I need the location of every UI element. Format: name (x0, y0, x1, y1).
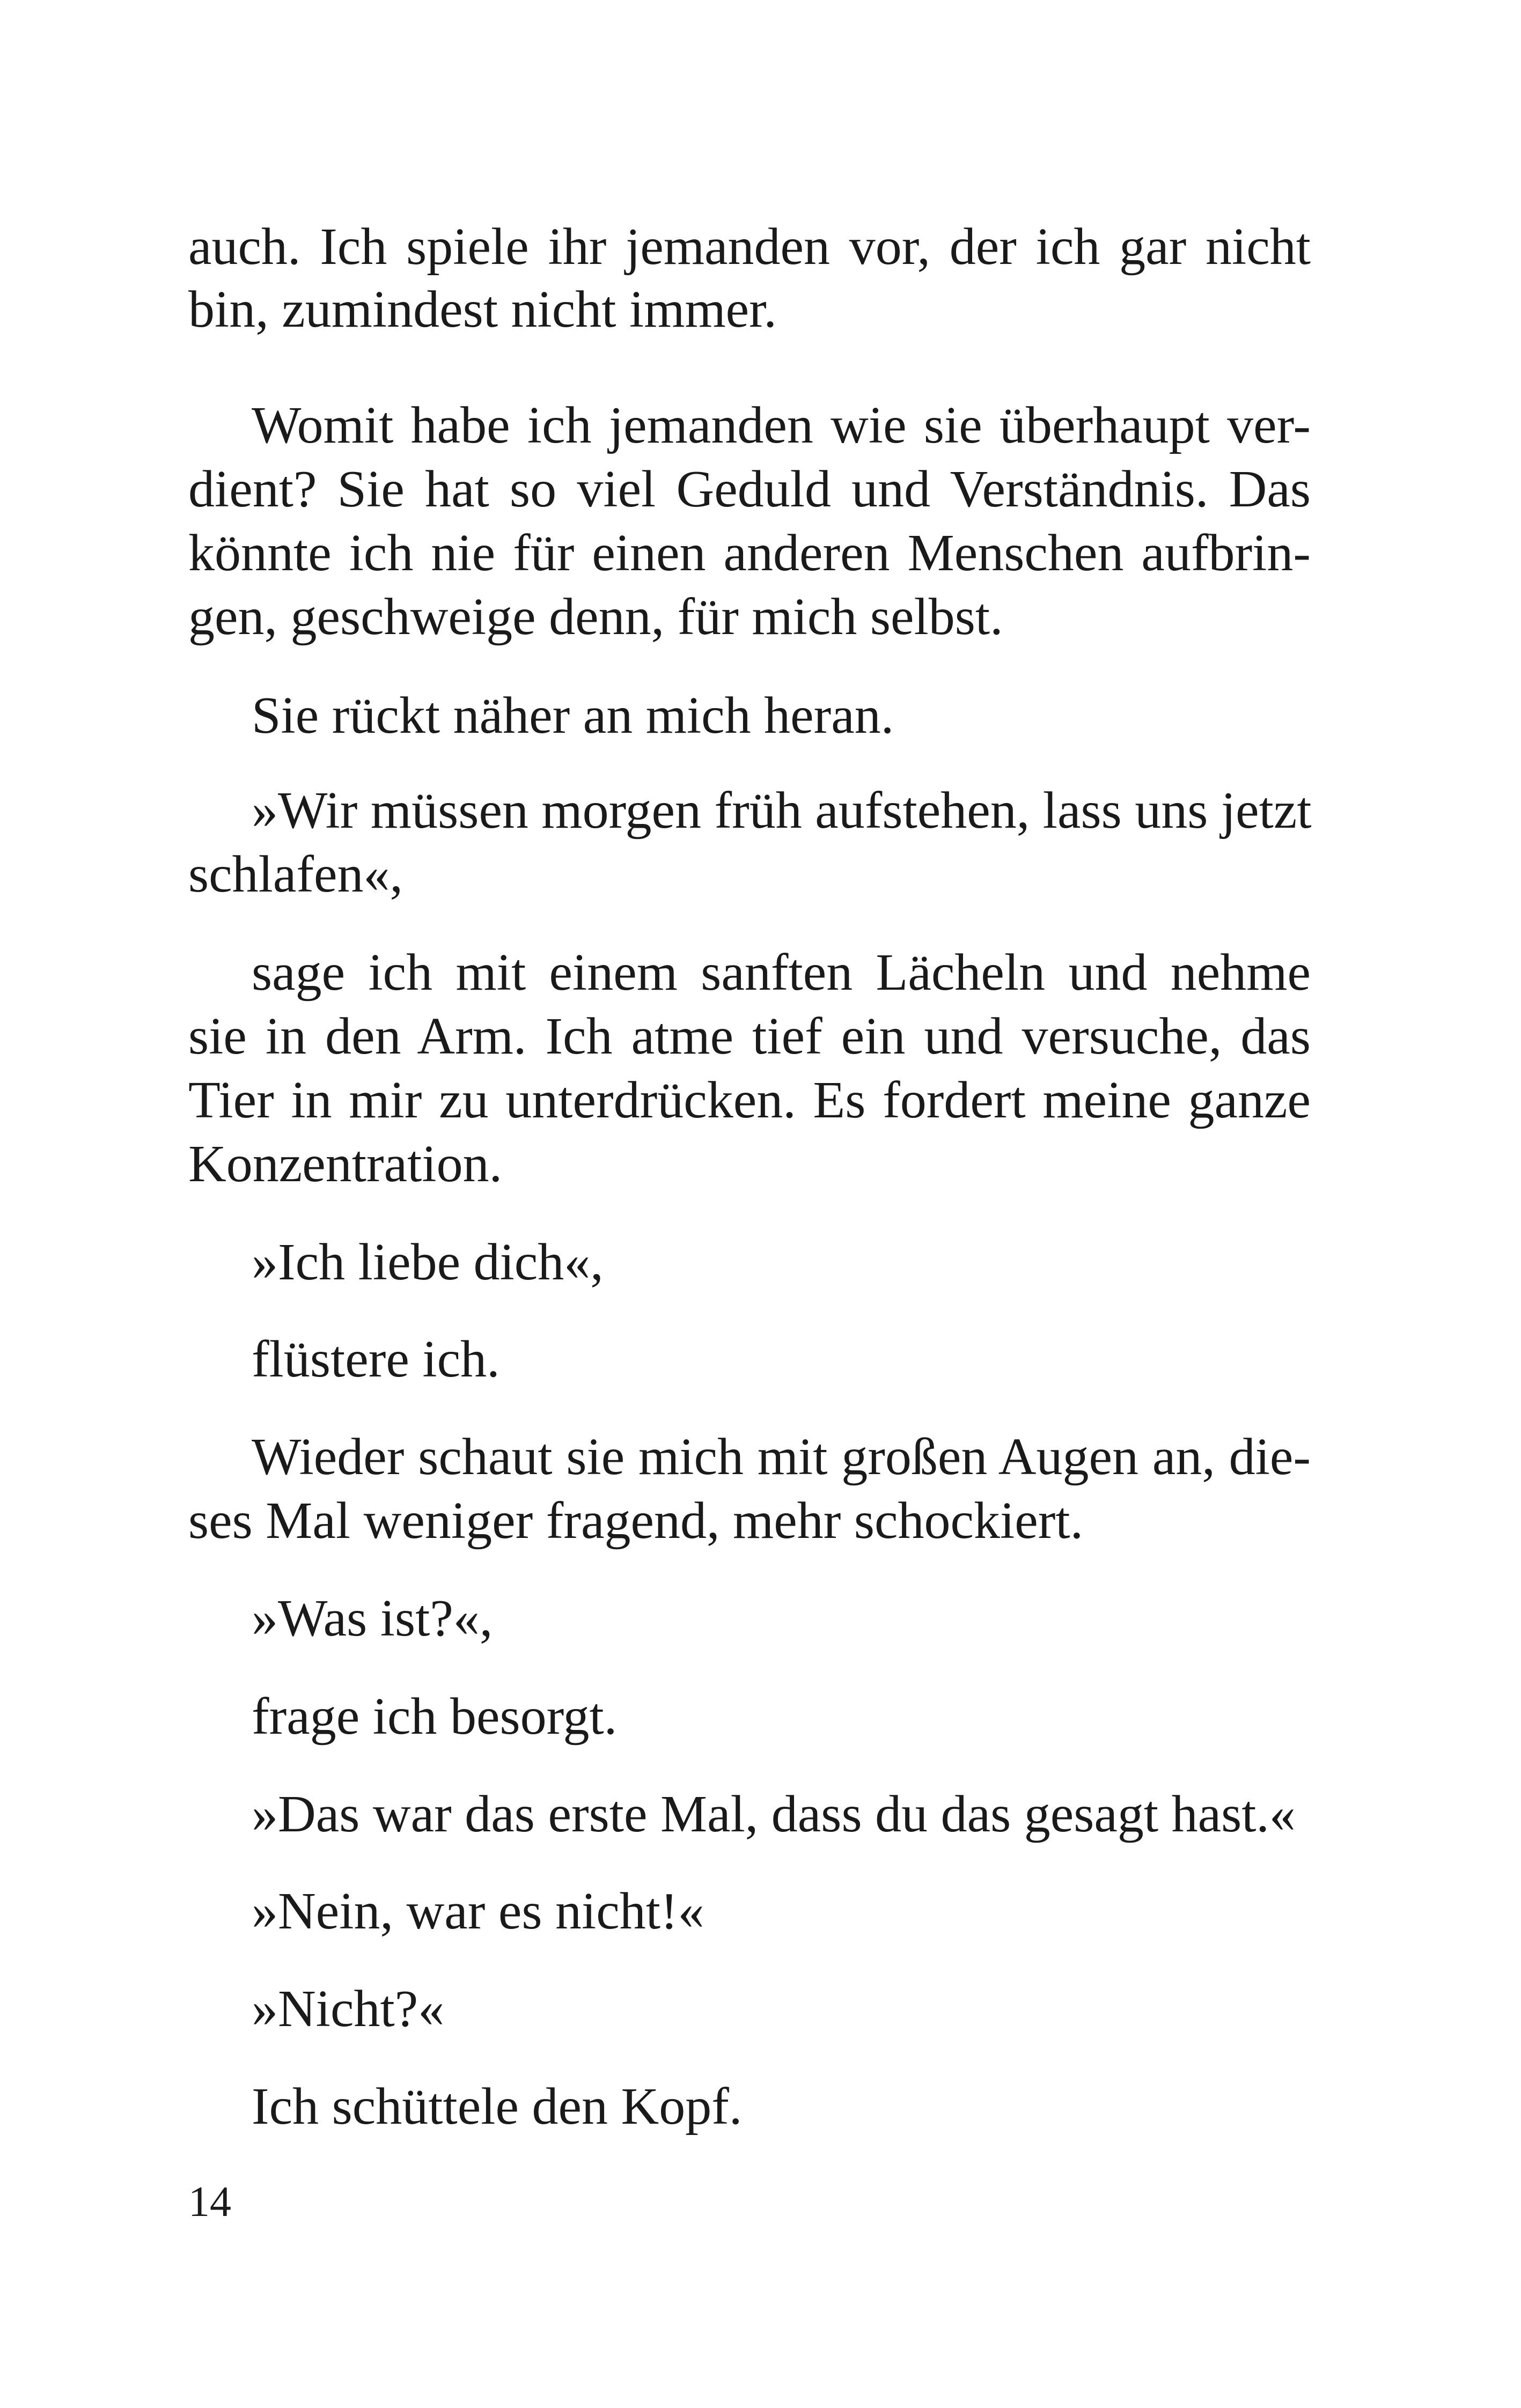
text-line: »Ich liebe dich«, (252, 1233, 604, 1291)
text-line: frage ich besorgt. (252, 1688, 618, 1746)
text-line: Konzentration. (188, 1135, 503, 1193)
text-line: auch. Ich spiele ihr jemanden vor, der ich gar nicht (188, 218, 1311, 276)
text-line: Tier in mir zu unterdrücken. Es fordert meine ganze (188, 1071, 1311, 1129)
text-line: sie in den Arm. Ich atme tief ein und versuche, das (188, 1007, 1311, 1065)
text-line: Womit habe ich jemanden wie sie überhaupt ver- (252, 396, 1311, 454)
page-number: 14 (188, 2178, 231, 2226)
text-line: »Das war das erste Mal, dass du das gesagt hast.« (252, 1785, 1296, 1843)
text-line: könnte ich nie für einen anderen Menschen aufbrin- (188, 524, 1311, 582)
text-line: schlafen«, (188, 845, 403, 903)
text-line: »Nein, war es nicht!« (252, 1882, 704, 1940)
text-line: sage ich mit einem sanften Lächeln und nehme (252, 944, 1311, 1002)
text-line: »Wir müssen morgen früh aufstehen, lass uns jetzt (252, 782, 1312, 840)
text-line: ses Mal weniger fragend, mehr schockiert. (188, 1492, 1084, 1550)
text-line: »Was ist?«, (252, 1589, 493, 1647)
text-line: dient? Sie hat so viel Geduld und Verständnis. Das (188, 460, 1311, 518)
text-line: bin, zumindest nicht immer. (188, 281, 777, 338)
text-line: flüstere ich. (252, 1330, 500, 1388)
text-line: »Nicht?« (252, 1980, 445, 2038)
text-line: Sie rückt näher an mich heran. (252, 687, 894, 745)
text-line: Ich schüttele den Kopf. (252, 2078, 743, 2135)
text-line: gen, geschweige denn, für mich selbst. (188, 588, 1003, 646)
text-line: Wieder schaut sie mich mit großen Augen an, die- (252, 1428, 1311, 1486)
